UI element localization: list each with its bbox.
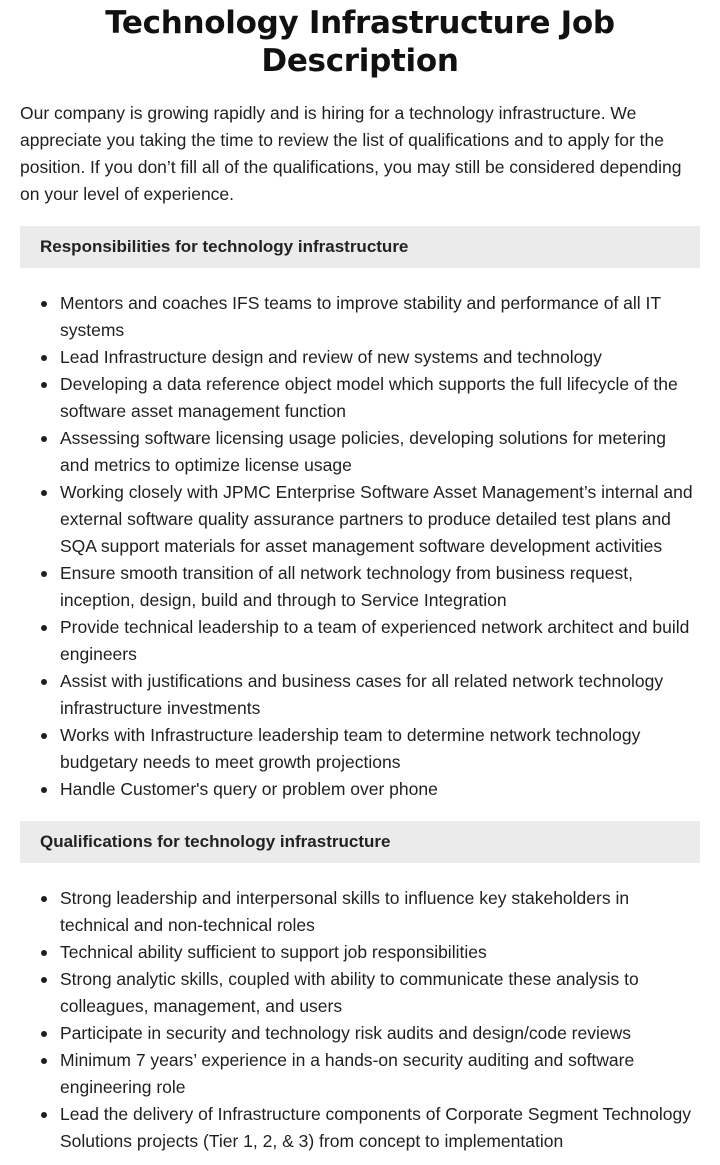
list-item: [20, 1101, 700, 1155]
responsibilities-heading: Responsibilities for technology infrastructure: [20, 226, 700, 268]
bullet-icon: [41, 977, 47, 983]
list-item: [20, 939, 700, 966]
list-item-text: Participate in security and technology risk audits and design/code reviews: [60, 1023, 632, 1043]
bullet-icon: [41, 436, 47, 442]
bullet-icon: [41, 1112, 47, 1118]
list-item: [20, 1020, 700, 1047]
bullet-icon: [41, 301, 47, 307]
list-item-text: Handle Customer's query or problem over phone: [60, 779, 438, 799]
list-item: [20, 1047, 700, 1101]
list-item: [20, 290, 700, 344]
bullet-icon: [41, 1058, 47, 1064]
list-item-text: Developing a data reference object model which supports the full lifecycle of the software asset management function: [60, 374, 678, 421]
page-title: Technology Infrastructure Job Description: [105, 5, 615, 79]
list-item-text: Ensure smooth transition of all network technology from business request, inception, design, build and through to Service Integration: [60, 563, 633, 610]
intro-paragraph: Our company is growing rapidly and is hiring for a technology infrastructure. We appreciate you taking the time to review the list of qualifications and to apply for the position. If you don’t fill all of the qualifications, you may still be considered depending on your level of experience.: [20, 103, 682, 204]
list-item: [20, 614, 700, 668]
bullet-icon: [41, 679, 47, 685]
list-item-text: Mentors and coaches IFS teams to improve stability and performance of all IT systems: [60, 293, 661, 340]
list-item: [20, 885, 700, 939]
list-item-text: Lead the delivery of Infrastructure components of Corporate Segment Technology Solutions projects (Tier 1, 2, & 3) from concept to implementation: [60, 1104, 692, 1151]
list-item-text: Lead Infrastructure design and review of new systems and technology: [60, 347, 602, 367]
list-item-text: Works with Infrastructure leadership team to determine network technology budgetary needs to meet growth projections: [60, 725, 641, 772]
list-item: [20, 371, 700, 425]
bullet-icon: [41, 355, 47, 361]
bullet-icon: [41, 733, 47, 739]
list-item: [20, 722, 700, 776]
list-item: [20, 560, 700, 614]
bullet-icon: [41, 382, 47, 388]
bullet-icon: [41, 571, 47, 577]
qualifications-heading: Qualifications for technology infrastructure: [20, 821, 700, 863]
bullet-icon: [41, 950, 47, 956]
list-item-text: Strong analytic skills, coupled with ability to communicate these analysis to colleagues, management, and users: [60, 969, 639, 1016]
list-item: [20, 479, 700, 560]
bullet-icon: [41, 1031, 47, 1037]
list-item-text: Working closely with JPMC Enterprise Software Asset Management’s internal and external software quality assurance partners to produce detailed test plans and SQA support materials for asset management software development activities: [60, 482, 693, 556]
bullet-icon: [41, 787, 47, 793]
bullet-icon: [41, 896, 47, 902]
list-item-text: Technical ability sufficient to support job responsibilities: [60, 942, 487, 962]
list-item-text: Minimum 7 years’ experience in a hands-on security auditing and software engineering role: [60, 1050, 635, 1097]
list-item: [20, 668, 700, 722]
bullet-icon: [41, 625, 47, 631]
bullet-icon: [41, 490, 47, 496]
list-item: [20, 776, 700, 803]
list-item-text: Assessing software licensing usage policies, developing solutions for metering and metrics to optimize license usage: [60, 428, 667, 475]
list-item: [20, 344, 700, 371]
list-item-text: Assist with justifications and business cases for all related network technology infrastructure investments: [60, 671, 664, 718]
qualifications-list: [20, 885, 700, 1155]
list-item-text: Provide technical leadership to a team of experienced network architect and build engineers: [60, 617, 690, 664]
list-item: [20, 966, 700, 1020]
responsibilities-list: [20, 290, 700, 803]
list-item: [20, 425, 700, 479]
list-item-text: Strong leadership and interpersonal skills to influence key stakeholders in technical and non-technical roles: [60, 888, 630, 935]
